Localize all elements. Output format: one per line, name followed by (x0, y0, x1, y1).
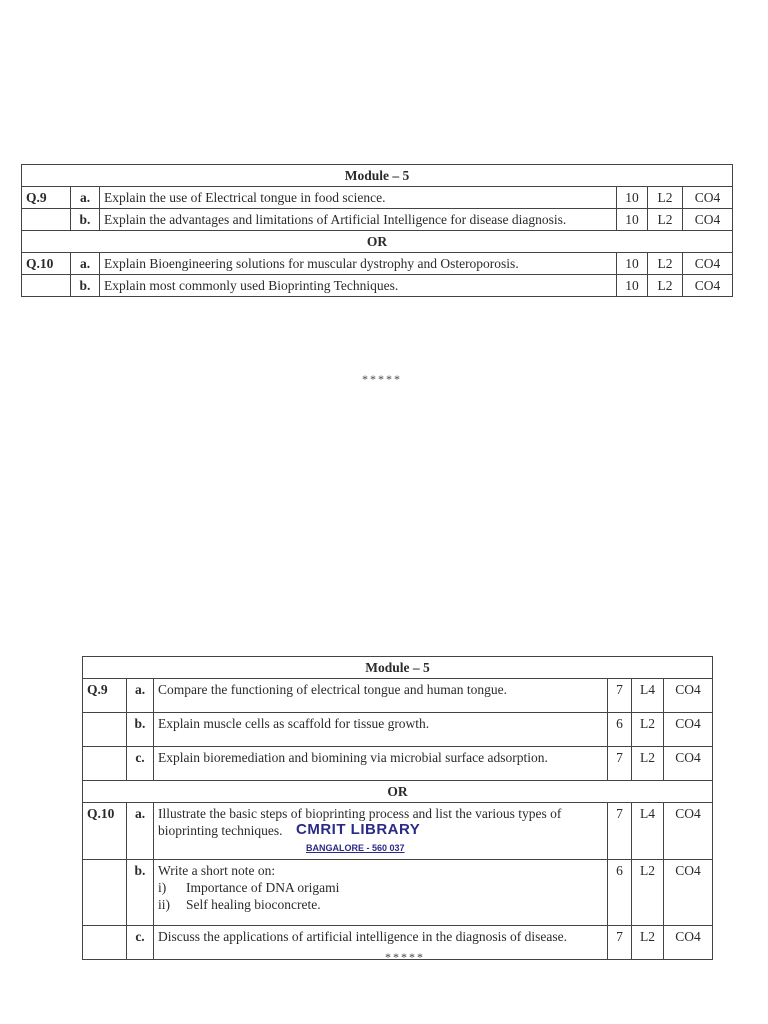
level: L2 (632, 747, 664, 781)
course-outcome: CO4 (664, 860, 713, 926)
module-heading: Module – 5 (22, 165, 733, 187)
course-outcome: CO4 (664, 803, 713, 860)
sub-question-label: a. (127, 803, 154, 860)
question-number (83, 713, 127, 747)
level: L2 (632, 926, 664, 960)
level: L4 (632, 679, 664, 713)
question-text: Explain the use of Electrical tongue in food science. (100, 187, 617, 209)
stamp-subtitle: BANGALORE - 560 037 (306, 843, 405, 853)
question-paper-1 (21, 164, 732, 297)
question-text: Compare the functioning of electrical tongue and human tongue. (154, 679, 608, 713)
marks: 6 (608, 713, 632, 747)
marks: 7 (608, 747, 632, 781)
question-number (22, 209, 71, 231)
marks: 10 (617, 275, 648, 297)
question-text: Explain Bioengineering solutions for muscular dystrophy and Osteroporosis. (100, 253, 617, 275)
table-row (22, 253, 733, 275)
question-cell (154, 803, 608, 860)
sub-question-label: c. (127, 747, 154, 781)
stamp-title: CMRIT LIBRARY (296, 821, 421, 838)
module-heading: Module – 5 (83, 657, 713, 679)
sub-question-label: b. (127, 713, 154, 747)
marks: 7 (608, 803, 632, 860)
course-outcome: CO4 (664, 713, 713, 747)
library-stamp (296, 821, 603, 857)
level: L2 (648, 253, 683, 275)
course-outcome: CO4 (664, 747, 713, 781)
question-number: Q.10 (83, 803, 127, 860)
level: L2 (648, 209, 683, 231)
marks: 6 (608, 860, 632, 926)
item-number: i) (158, 880, 167, 895)
sub-question-label: a. (127, 679, 154, 713)
course-outcome: CO4 (664, 679, 713, 713)
level: L4 (632, 803, 664, 860)
question-number (83, 747, 127, 781)
question-table-2 (82, 656, 713, 960)
table-row (83, 860, 713, 926)
item-number: ii) (158, 897, 170, 912)
marks: 10 (617, 187, 648, 209)
course-outcome: CO4 (683, 209, 733, 231)
question-cell (154, 860, 608, 926)
course-outcome: CO4 (683, 275, 733, 297)
question-number: Q.9 (22, 187, 71, 209)
question-table-1 (21, 164, 733, 297)
end-of-paper-mark: ***** (362, 372, 402, 386)
sub-question-label: c. (127, 926, 154, 960)
question-number (83, 926, 127, 960)
question-number (83, 860, 127, 926)
level: L2 (632, 860, 664, 926)
question-number: Q.9 (83, 679, 127, 713)
short-note-list (158, 879, 603, 913)
table-row (83, 679, 713, 713)
list-item (158, 879, 603, 896)
table-row (22, 187, 733, 209)
marks: 10 (617, 253, 648, 275)
question-text: Explain most commonly used Bioprinting Techniques. (100, 275, 617, 297)
end-of-paper-mark: ***** (385, 950, 425, 964)
table-row (83, 747, 713, 781)
sub-question-label: b. (71, 275, 100, 297)
level: L2 (648, 275, 683, 297)
question-text: Explain the advantages and limitations of Artificial Intelligence for disease diagnosis. (100, 209, 617, 231)
course-outcome: CO4 (683, 187, 733, 209)
or-divider: OR (22, 231, 733, 253)
table-row (22, 275, 733, 297)
question-text: Explain muscle cells as scaffold for tissue growth. (154, 713, 608, 747)
or-divider: OR (83, 781, 713, 803)
question-text: Explain bioremediation and biomining via microbial surface adsorption. (154, 747, 608, 781)
course-outcome: CO4 (683, 253, 733, 275)
sub-question-label: a. (71, 253, 100, 275)
course-outcome: CO4 (664, 926, 713, 960)
sub-question-label: b. (127, 860, 154, 926)
item-text: Importance of DNA origami (186, 880, 340, 895)
table-row (22, 209, 733, 231)
list-item (158, 896, 603, 913)
marks: 10 (617, 209, 648, 231)
table-row (83, 803, 713, 860)
level: L2 (648, 187, 683, 209)
item-text: Self healing bioconcrete. (186, 897, 321, 912)
sub-question-label: b. (71, 209, 100, 231)
table-row (83, 713, 713, 747)
sub-question-label: a. (71, 187, 100, 209)
question-text: Write a short note on: (158, 863, 276, 878)
question-text: Discuss the applications of artificial intelligence in the diagnosis of disease. (154, 926, 608, 960)
question-paper-2 (82, 656, 712, 960)
level: L2 (632, 713, 664, 747)
question-number: Q.10 (22, 253, 71, 275)
question-number (22, 275, 71, 297)
marks: 7 (608, 926, 632, 960)
question-text: Illustrate the basic steps of bioprinting process and list the various types of bioprinting techniques. (158, 806, 562, 838)
marks: 7 (608, 679, 632, 713)
